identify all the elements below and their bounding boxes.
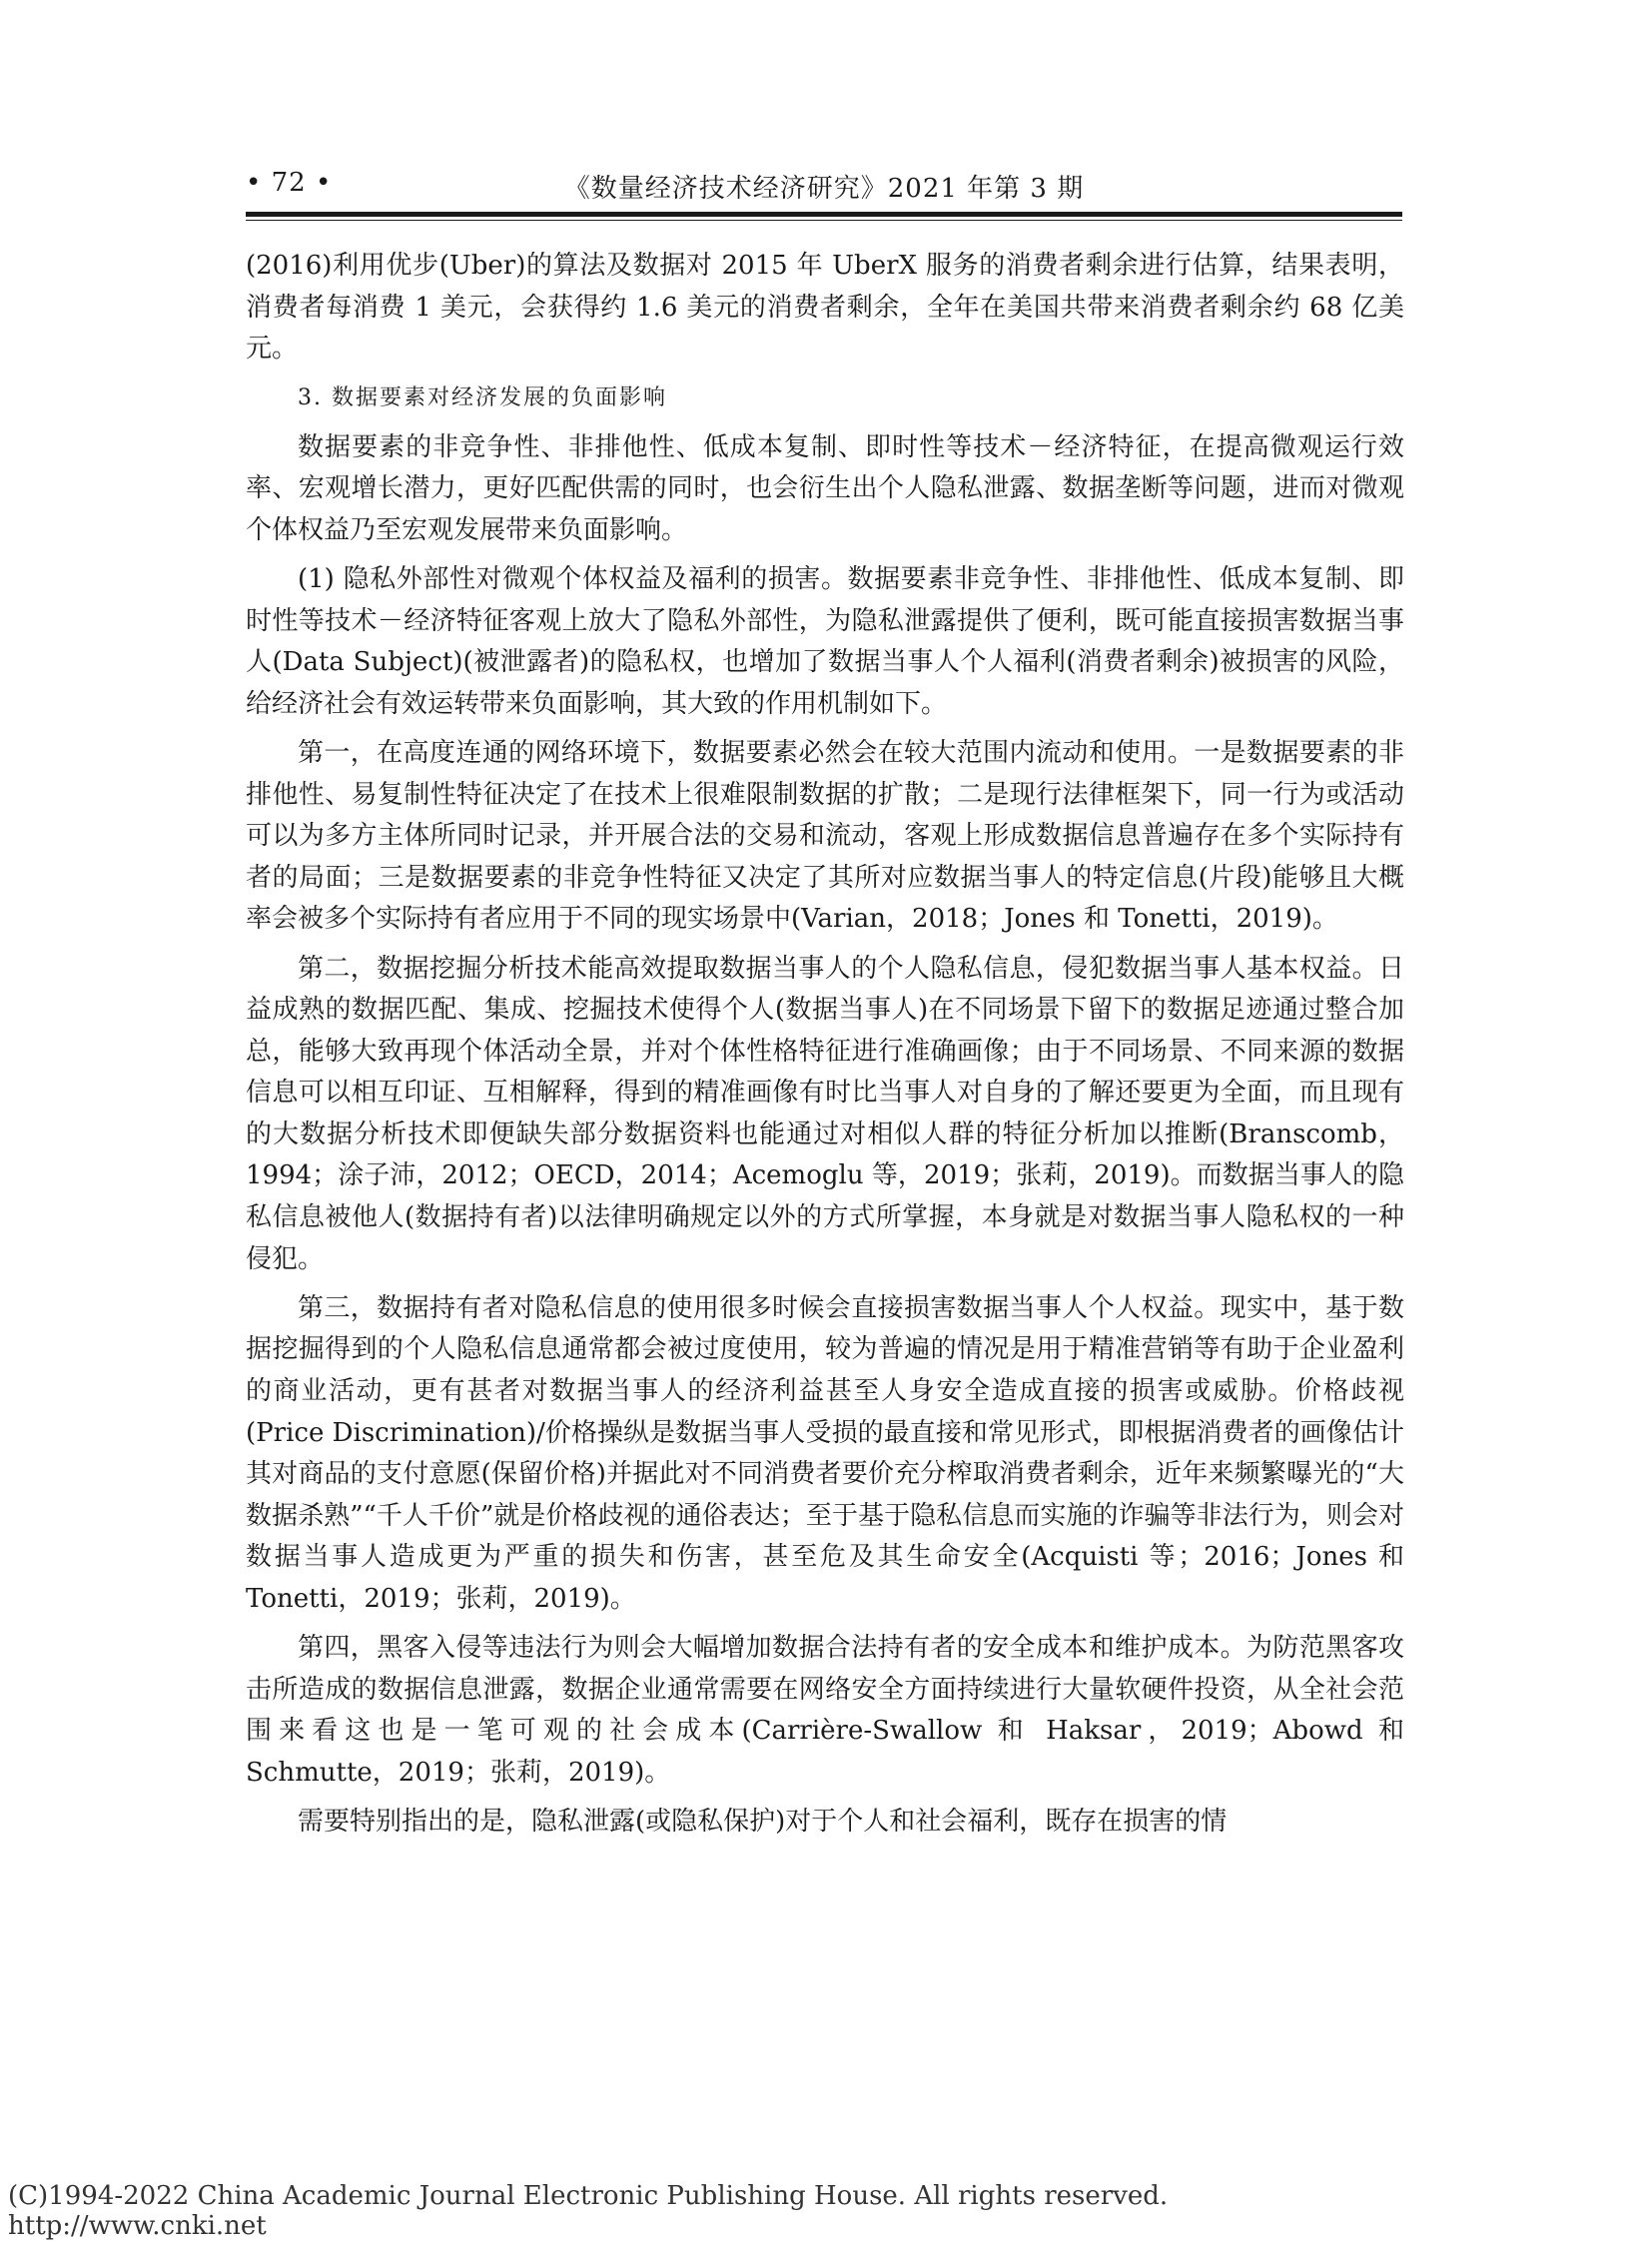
paragraph: 第二，数据挖掘分析技术能高效提取数据当事人的个人隐私信息，侵犯数据当事人基本权益。日益成熟的数据匹配、集成、挖掘技术使得个人(数据当事人)在不同场景下留下的数据足迹通过整合加总，能够大致再现个体活动全景，并对个体性格特征进行准确画像；由于不同场景、不同来源的数据信息可以相互印证、互相解释，得到的精准画像有时比当事人对自身的了解还要更为全面，而且现有的大数据分析技术即便缺失部分数据资料也能通过对相似人群的特征分析加以推断(Branscomb，1994；涂子沛，2012；OECD，2014；Acemoglu 等，2019；张莉，2019)。而数据当事人的隐私信息被他人(数据持有者)以法律明确规定以外的方式所掌握，本身就是对数据当事人隐私权的一种侵犯。	[246, 953, 1404, 1274]
journal-title: 《数量经济技术经济研究》2021 年第 3 期	[563, 174, 1085, 204]
section-heading: 3. 数据要素对经济发展的负面影响	[298, 385, 667, 411]
copyright-footer: (C)1994-2022 China Academic Journal Electronic Publishing House. All rights reserved. http://www.cnki.net	[8, 2181, 1169, 2241]
page-number: • 72 •	[246, 168, 333, 198]
paragraph: 第三，数据持有者对隐私信息的使用很多时候会直接损害数据当事人个人权益。现实中，基于数据挖掘得到的个人隐私信息通常都会被过度使用，较为普遍的情况是用于精准营销等有助于企业盈利的商业活动，更有甚者对数据当事人的经济利益甚至人身安全造成直接的损害或威胁。价格歧视(Price Discrimination)/价格操纵是数据当事人受损的最直接和常见形式，即根据消费者的画像估计其对商品的支付意愿(保留价格)并据此对不同消费者要价充分榨取消费者剩余，近年来频繁曝光的“大数据杀熟”“千人千价”就是价格歧视的通俗表达；至于基于隐私信息而实施的诈骗等非法行为，则会对数据当事人造成更为严重的损失和伤害，甚至危及其生命安全(Acquisti 等；2016；Jones 和 Tonetti，2019；张莉，2019)。	[246, 1292, 1404, 1614]
paragraph: 需要特别指出的是，隐私泄露(或隐私保护)对于个人和社会福利，既存在损害的情	[298, 1806, 1228, 1837]
paragraph: 第一，在高度连通的网络环境下，数据要素必然会在较大范围内流动和使用。一是数据要素的非排他性、易复制性特征决定了在技术上很难限制数据的扩散；二是现行法律框架下，同一行为或活动可以为多方主体所同时记录，并开展合法的交易和流动，客观上形成数据信息普遍存在多个实际持有者的局面；三是数据要素的非竞争性特征又决定了其所对应数据当事人的特定信息(片段)能够且大概率会被多个实际持有者应用于不同的现实场景中(Varian，2018；Jones 和 Tonetti，2019)。	[246, 738, 1404, 935]
paragraph: 数据要素的非竞争性、非排他性、低成本复制、即时性等技术－经济特征，在提高微观运行效率、宏观增长潜力，更好匹配供需的同时，也会衍生出个人隐私泄露、数据垄断等问题，进而对微观个体权益乃至宏观发展带来负面影响。	[246, 431, 1404, 546]
paragraph: 第四，黑客入侵等违法行为则会大幅增加数据合法持有者的安全成本和维护成本。为防范黑客攻击所造成的数据信息泄露，数据企业通常需要在网络安全方面持续进行大量软硬件投资，从全社会范围来看这也是一笔可观的社会成本(Carrière-Swallow 和 Haksar，2019；Abowd 和 Schmutte，2019；张莉，2019)。	[246, 1633, 1404, 1788]
header-rule-thick	[246, 212, 1402, 217]
paragraph: (1) 隐私外部性对微观个体权益及福利的损害。数据要素非竞争性、非排他性、低成本复制、即时性等技术－经济特征客观上放大了隐私外部性，为隐私泄露提供了便利，既可能直接损害数据当事人(Data Subject)(被泄露者)的隐私权，也增加了数据当事人个人福利(消费者剩余)被损害的风险，给经济社会有效运转带来负面影响，其大致的作用机制如下。	[246, 564, 1404, 719]
header-rule-thin	[246, 220, 1402, 221]
article-body	[246, 246, 1404, 1851]
page-header	[246, 168, 1402, 208]
paragraph-continued: (2016)利用优步(Uber)的算法及数据对 2015 年 UberX 服务的消费者剩余进行估算，结果表明，消费者每消费 1 美元，会获得约 1.6 美元的消费者剩余，全年在美国共带来消费者剩余约 68 亿美元。	[246, 251, 1404, 365]
